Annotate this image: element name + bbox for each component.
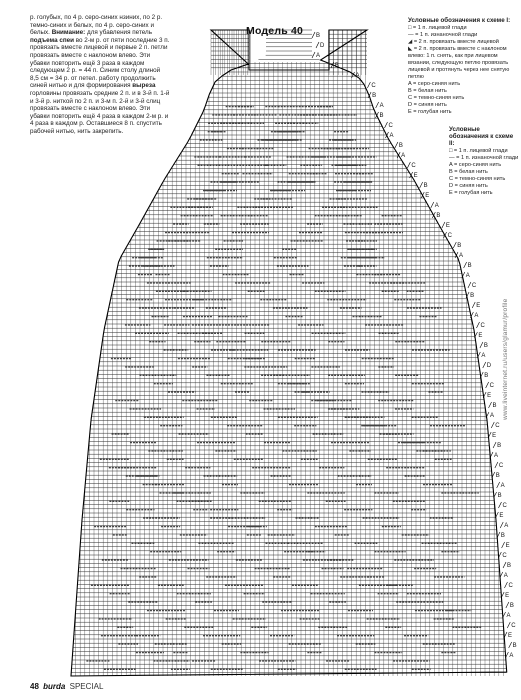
stripe-color-letter: E: [445, 223, 450, 229]
legend-item: E = голубая нить: [408, 109, 452, 115]
stripe-color-letter: A: [493, 453, 498, 459]
stripe-color-letter: C: [480, 323, 485, 329]
decrease-symbol: [504, 582, 507, 588]
stripe-color-letter: E: [505, 593, 510, 599]
decrease-symbol: [493, 442, 496, 448]
stripe-color-letter: A: [459, 253, 464, 259]
decrease-symbol: [491, 422, 494, 428]
stripe-color-letter: B: [379, 113, 384, 119]
decrease-symbol: [464, 262, 467, 268]
decrease-symbol: [509, 642, 512, 648]
stripe-color-letter: A: [500, 483, 505, 489]
stripe-color-letter: B: [423, 183, 428, 189]
stripe-color-letter: C: [388, 123, 393, 129]
stripe-color-letter: C: [371, 83, 376, 89]
page-title: Модель 40: [246, 25, 304, 37]
legend-item: — = 1 п. изнаночной глади: [408, 32, 478, 38]
decrease-symbol: [477, 322, 480, 328]
brand-logo: burda: [43, 682, 66, 691]
stripe-color-letter: D: [320, 43, 325, 49]
stripe-color-letter: E: [505, 543, 510, 549]
decrease-symbol: [483, 362, 486, 368]
stripe-color-letter: E: [425, 193, 430, 199]
stripe-color-letter: A: [434, 203, 439, 209]
stripe-color-letter: E: [487, 393, 492, 399]
stripe-color-letter: B: [372, 93, 377, 99]
stripe-color-letter: C: [411, 163, 416, 169]
legend-item: □ = 1 п. лицевой глади: [408, 25, 467, 31]
stripe-color-letter: B: [316, 33, 321, 39]
legend-item: D = синяя нить: [449, 183, 488, 189]
decrease-symbol: [498, 502, 501, 508]
stripe-color-letter: A: [316, 53, 321, 59]
stripe-color-letter: D: [486, 363, 492, 369]
stripe-color-letter: A: [355, 73, 360, 79]
stripe-color-letter: B: [492, 403, 497, 409]
decrease-symbol: [468, 282, 471, 288]
instruction-text-part: р. голубых, по 4 р. серо-синих нзиних, по 2 р. темно-синих и белых, по 4 р. серо-синих и белых.: [30, 14, 163, 37]
stripe-color-letter: A: [379, 103, 384, 109]
stripe-color-letter: E: [413, 173, 418, 179]
legend-item: □ = 1 п. лицевой глади: [449, 148, 508, 154]
decrease-symbol: [442, 222, 445, 228]
decrease-symbol: [495, 462, 498, 468]
decrease-symbol: [312, 32, 315, 38]
stripe-color-letter: C: [508, 583, 513, 589]
decrease-symbol: [453, 242, 456, 248]
stripe-color-letter: C: [495, 423, 500, 429]
stripe-color-letter: E: [476, 303, 481, 309]
stripe-color-letter: B: [398, 143, 403, 149]
stripe-color-letter: A: [506, 613, 511, 619]
section-label: SPECIAL: [69, 682, 104, 691]
stripe-color-letter: E: [507, 633, 512, 639]
page-number: 48: [30, 682, 39, 691]
stripe-color-letter: A: [474, 313, 479, 319]
decrease-symbol: [480, 342, 483, 348]
stripe-color-letter: A: [401, 153, 406, 159]
decrease-symbol: [489, 402, 492, 408]
decrease-symbol: [486, 382, 489, 388]
stripe-color-letter: B: [495, 473, 500, 479]
decrease-symbol: [395, 142, 398, 148]
stripe-color-letter: E: [499, 513, 504, 519]
legend-item: B = белая нить: [408, 88, 447, 94]
decrease-symbol: [407, 162, 410, 168]
instruction-emphasis: подъема спеи: [30, 36, 74, 44]
stripe-color-letter: B: [497, 443, 502, 449]
legend-item: C = темно-синяя нить: [408, 95, 465, 101]
stripe-color-letter: B: [483, 343, 488, 349]
decrease-symbol: [376, 102, 379, 108]
legend-title: Условные обозначения к схеме II:: [449, 126, 514, 147]
stripe-color-letter: E: [492, 433, 497, 439]
stripe-color-letter: B: [484, 373, 489, 379]
stripe-color-letter: B: [470, 293, 475, 299]
stripe-color-letter: B: [500, 533, 505, 539]
decrease-symbol: [420, 182, 423, 188]
stripe-color-letter: C: [471, 283, 477, 289]
legend-item: A = серо-синяя нить: [408, 81, 461, 87]
stripe-color-letter: A: [503, 573, 508, 579]
decrease-symbol: [312, 52, 315, 58]
legend-item: — = 1 п. изнаночной глади: [449, 155, 519, 161]
stripe-color-letter: B: [497, 493, 502, 499]
legend-item: ◣ = 2 п. провязать вместе с наклоном влево: 1 п. снять, как при лицевом вязании, следующую петлю провязать лицевой и протянуть через нее снятую петлю: [408, 46, 510, 80]
stripe-color-letter: B: [457, 243, 462, 249]
decrease-symbol: [385, 122, 388, 128]
stripe-color-letter: C: [502, 553, 507, 559]
page-footer: [30, 682, 103, 691]
legend-item: A = серо-синяя нить: [449, 162, 502, 168]
stripe-color-letter: A: [509, 653, 514, 659]
stripe-color-letter: A: [389, 133, 394, 139]
stripe-color-letter: A: [504, 523, 509, 529]
instruction-emphasis: выреза: [132, 82, 156, 90]
stripe-color-letter: B: [334, 63, 339, 69]
legend-item: ◢ = 2 п. провязать вместе лицевой: [408, 39, 499, 45]
decrease-symbol: [503, 562, 506, 568]
stripe-color-letter: C: [502, 503, 507, 509]
legend-title: Условные обозначения к схеме I:: [408, 17, 511, 24]
decrease-symbol: [316, 42, 319, 48]
stripe-color-letter: C: [498, 463, 504, 469]
watermark: www.liveinternet.ru/users/glamur/profile: [502, 298, 509, 420]
decrease-symbol: [502, 542, 505, 548]
instruction-text-part: горловины провязать средние 2 п. и в 3-й п. 1-й и 3-й р. ниткой по 2 п. и 3-м п. 2-й и 3-й слиц провязать вместе с наклоном влево. Эти убавки повторить ещё 4 раза в каждом 2-м р. и 4 раза в каждом р. Оставшиеся 8 п. спустить рабочей нитью, нить закрепить.: [30, 89, 170, 135]
decrease-symbol: [507, 622, 510, 628]
stripe-color-letter: B: [507, 563, 512, 569]
garment-outline: [71, 30, 510, 676]
stripe-color-letter: A: [489, 413, 495, 419]
stripe-color-letter: C: [511, 623, 516, 629]
stripe-color-letter: C: [447, 233, 452, 239]
stripe-color-letter: E: [478, 333, 483, 339]
legend-item: E = голубая нить: [449, 190, 493, 196]
instruction-emphasis: Внимание:: [51, 29, 86, 37]
legend-item: C = темно-синяя нить: [449, 176, 506, 182]
stripe-color-letter: C: [489, 383, 494, 389]
legend-item: D = синяя нить: [408, 102, 447, 108]
decrease-symbol: [367, 82, 370, 88]
stripe-color-letter: A: [481, 353, 486, 359]
instruction-text-part: для убавления петель: [87, 29, 153, 37]
decrease-symbol: [431, 202, 434, 208]
decrease-symbol: [472, 302, 475, 308]
decrease-symbol: [506, 602, 509, 608]
instruction-text-part: во 2-м р. от пяти последние 3 п. провязать вместе лицевой и первые 2 п. петли провязать вместе с наклоном влево. Эти убавки повторить ещё 3 раза в каждом следующем 2 р. = 44 п. Синим столу длиной 8,5 см = 34 р. от петел. работу продолжить синей нитью и для формирования: [30, 36, 170, 90]
decrease-symbol: [497, 482, 500, 488]
stripe-color-letter: B: [509, 603, 514, 609]
stripe-color-letter: B: [512, 643, 517, 649]
stripe-color-letter: B: [467, 263, 472, 269]
legend-item: B = белая нить: [449, 169, 488, 175]
stripe-color-letter: A: [465, 273, 470, 279]
stripe-color-letter: B: [436, 213, 441, 219]
decrease-symbol: [500, 522, 503, 528]
